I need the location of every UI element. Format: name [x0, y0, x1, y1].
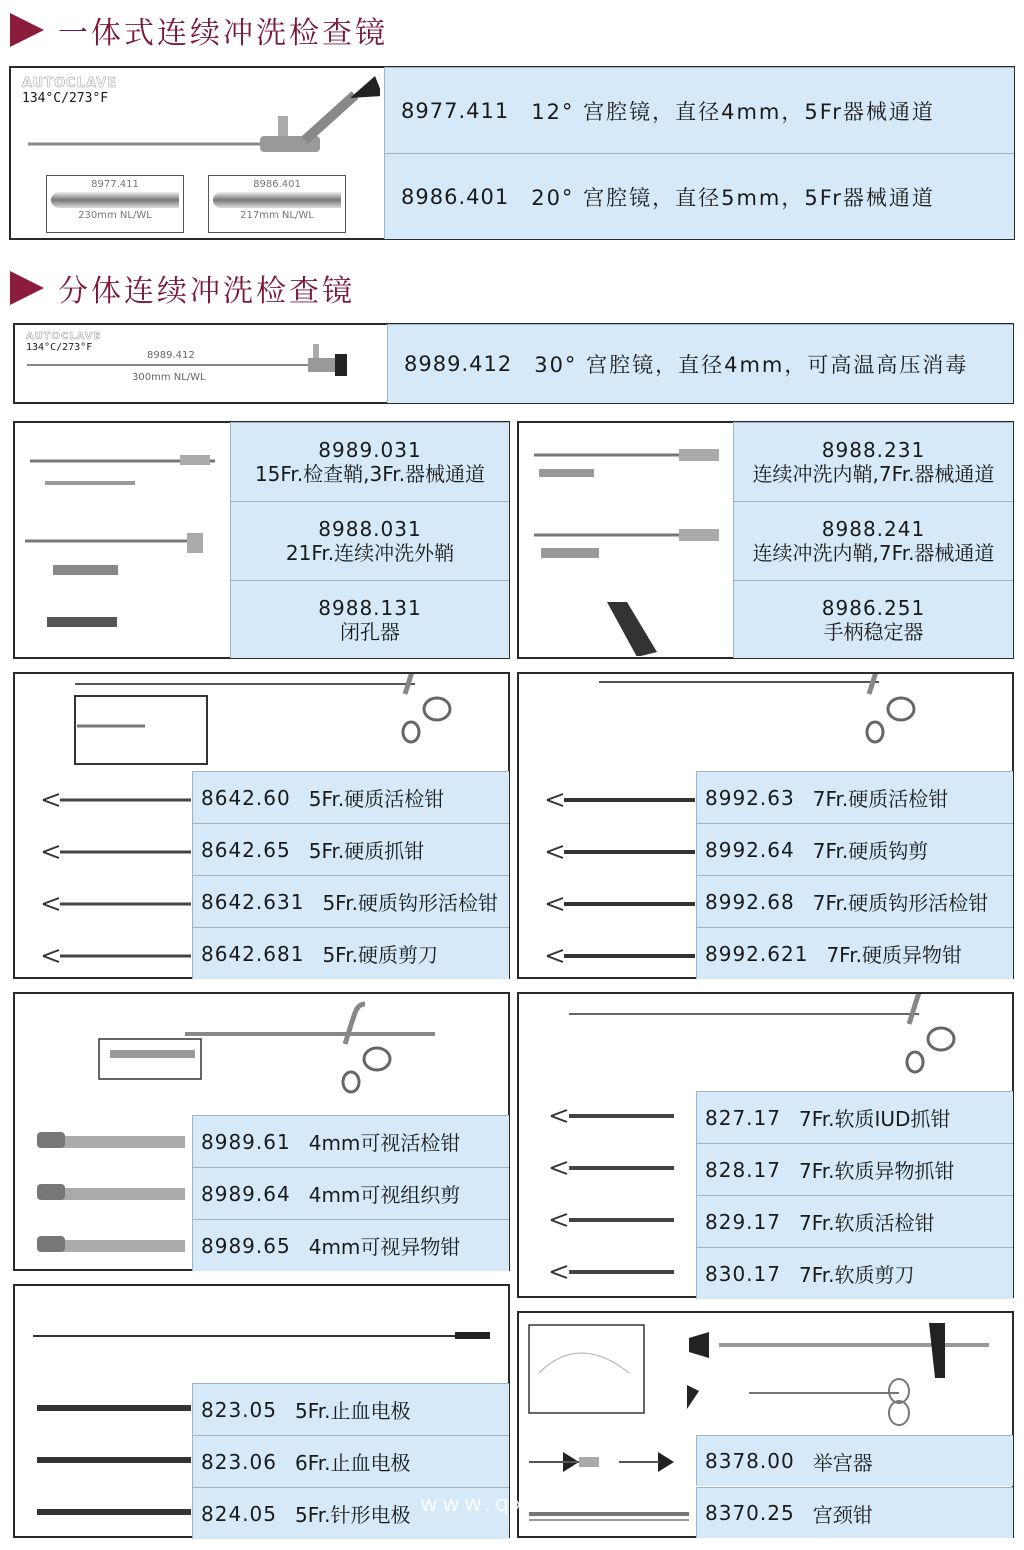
- product-code: 8977.411: [401, 98, 510, 123]
- product-row: [696, 1435, 1013, 1486]
- product-row: [696, 1143, 1013, 1195]
- inset-code: 8977.411: [91, 179, 139, 190]
- product-code: 8642.60: [201, 785, 291, 810]
- product-desc: 5Fr.止血电极: [294, 1399, 411, 1423]
- electrode-tip-image: [15, 1436, 191, 1486]
- instrument-tip-image: [15, 876, 191, 926]
- product-code: 8989.65: [201, 1233, 291, 1258]
- product-code: 8988.231: [821, 438, 926, 462]
- product-row: [733, 580, 1013, 658]
- product-row: [696, 1247, 1013, 1299]
- instrument-tip-image: [519, 772, 695, 822]
- product-row: [192, 771, 509, 823]
- stabilizer-image: [519, 582, 733, 656]
- product-desc: 12° 宫腔镜，直径4mm，5Fr器械通道: [531, 99, 935, 124]
- product-code: 823.06: [201, 1449, 277, 1474]
- inset-length: 217mm NL/WL: [240, 210, 314, 221]
- electrode-tip-image: [15, 1384, 191, 1434]
- product-code: 8989.031: [318, 438, 422, 462]
- product-code: 8642.631: [201, 889, 305, 914]
- product-row: [192, 875, 509, 927]
- autoclave-label: AUTOCLAVE: [22, 76, 118, 91]
- sheath-image: [15, 425, 229, 499]
- product-desc: 7Fr.硬质异物钳: [826, 943, 962, 967]
- instrument-tip-image: [15, 928, 191, 978]
- product-code: 830.17: [705, 1261, 781, 1286]
- product-row: [384, 153, 1014, 239]
- product-desc: 4mm可视活检钳: [308, 1131, 461, 1155]
- temperature-label: 134°C/273°F: [26, 342, 93, 353]
- product-code: 8992.64: [705, 837, 795, 862]
- product-row: [230, 501, 509, 580]
- product-desc: 7Fr.硬质钩形活检钳: [812, 891, 989, 915]
- product-code: 8642.65: [201, 837, 291, 862]
- product-code: 8989.412: [404, 352, 513, 376]
- product-row: [696, 823, 1013, 875]
- autoclave-label: AUTOCLAVE: [26, 331, 102, 342]
- electrode-tip-image: [15, 1488, 191, 1538]
- product-code: 8989.61: [201, 1129, 291, 1154]
- product-desc: 21Fr.连续冲洗外鞘: [285, 541, 455, 565]
- product-row: [230, 580, 509, 658]
- product-desc: 5Fr.针形电极: [294, 1503, 411, 1527]
- temperature-label: 134°C/273°F: [22, 91, 109, 106]
- inset-code: 8986.401: [253, 179, 301, 190]
- product-code: 8988.131: [318, 595, 422, 620]
- product-row: [696, 875, 1013, 927]
- product-code: 824.05: [201, 1501, 277, 1526]
- product-desc: 连续冲洗内鞘,7Fr.器械通道: [752, 462, 995, 486]
- flex-tip-image: [519, 1092, 695, 1142]
- uterine-manipulator-image: [519, 1313, 1012, 1433]
- scope-image: [25, 340, 355, 380]
- product-desc: 4mm可视异物钳: [308, 1235, 461, 1259]
- scope-image: [20, 70, 380, 170]
- sheath-image: [519, 505, 733, 579]
- section-title-text: 一体式连续冲洗检查镜: [58, 16, 388, 51]
- product-desc: 5Fr.硬质剪刀: [322, 943, 438, 967]
- triangle-bullet-icon: [10, 271, 44, 305]
- manipulator-tip-image: [519, 1436, 695, 1486]
- product-desc: 宫颈钳: [812, 1502, 873, 1527]
- inset-code: 8989.412: [147, 350, 195, 361]
- instrument-tip-image: [15, 772, 191, 822]
- tip-image: [51, 192, 179, 208]
- product-row: [192, 1383, 509, 1435]
- product-desc: 30° 宫腔镜，直径4mm，可高温高压消毒: [534, 353, 969, 377]
- flex-forceps-image: [519, 994, 1012, 1088]
- product-desc: 7Fr.软质IUD抓钳: [798, 1107, 951, 1131]
- product-desc: 15Fr.检查鞘,3Fr.器械通道: [254, 462, 486, 486]
- product-code: 8642.681: [201, 941, 305, 966]
- section-title-text: 分体连续冲洗检查镜: [58, 274, 355, 309]
- product-row: [230, 422, 509, 501]
- product-code: 8992.68: [705, 889, 795, 914]
- section-title-integrated: [10, 10, 388, 50]
- tip-image: [213, 192, 341, 208]
- product-row: [192, 1115, 509, 1167]
- product-code: 8988.031: [318, 517, 422, 541]
- product-desc: 闭孔器: [340, 619, 400, 644]
- forceps-image: [15, 674, 508, 768]
- optic-forceps-image: [15, 994, 508, 1112]
- product-desc: 7Fr.硬质钩剪: [812, 839, 929, 863]
- product-row: [387, 324, 1013, 403]
- product-row: [696, 1487, 1013, 1538]
- product-row: [192, 1435, 509, 1487]
- inset-length: 300mm NL/WL: [132, 372, 206, 383]
- product-desc: 7Fr.软质异物抓钳: [798, 1159, 955, 1183]
- optic-tip-image: [15, 1168, 191, 1218]
- product-code: 8986.401: [401, 184, 510, 209]
- sheath-image: [519, 425, 733, 499]
- product-code: 823.05: [201, 1397, 277, 1422]
- triangle-bullet-icon: [10, 13, 44, 47]
- product-code: 829.17: [705, 1209, 781, 1234]
- product-code: 8370.25: [705, 1501, 795, 1525]
- flex-tip-image: [519, 1248, 695, 1298]
- product-code: 8989.64: [201, 1181, 291, 1206]
- product-desc: 连续冲洗内鞘,7Fr.器械通道: [752, 541, 995, 565]
- product-row: [696, 1195, 1013, 1247]
- optic-tip-image: [15, 1220, 191, 1270]
- product-code: 828.17: [705, 1157, 781, 1182]
- product-desc: 手柄稳定器: [823, 619, 924, 644]
- sheath-image: [15, 505, 229, 655]
- flex-tip-image: [519, 1144, 695, 1194]
- inset-length: 230mm NL/WL: [78, 210, 152, 221]
- product-row: [192, 823, 509, 875]
- instrument-tip-image: [15, 824, 191, 874]
- product-row: [696, 1091, 1013, 1143]
- electrode-image: [15, 1286, 508, 1380]
- product-desc: 7Fr.硬质活检钳: [812, 787, 949, 811]
- product-code: 827.17: [705, 1105, 781, 1130]
- product-desc: 5Fr.硬质抓钳: [308, 839, 425, 863]
- product-code: 8988.241: [821, 517, 926, 541]
- product-code: 8992.621: [705, 941, 809, 966]
- product-desc: 4mm可视组织剪: [308, 1183, 461, 1207]
- product-desc: 6Fr.止血电极: [294, 1451, 411, 1475]
- product-desc: 5Fr.硬质钩形活检钳: [322, 891, 498, 915]
- product-row: [696, 771, 1013, 823]
- instrument-tip-image: [519, 928, 695, 978]
- product-code: 8992.63: [705, 785, 795, 810]
- tip-inset: [208, 175, 346, 233]
- flex-tip-image: [519, 1196, 695, 1246]
- optic-tip-image: [15, 1116, 191, 1166]
- product-row: [733, 501, 1013, 580]
- watermark: www.qxw .com: [420, 1492, 633, 1517]
- instrument-tip-image: [519, 824, 695, 874]
- product-desc: 7Fr.软质活检钳: [798, 1211, 935, 1235]
- section-title-separate: [10, 268, 355, 308]
- product-code: 8986.251: [821, 595, 926, 620]
- product-row: [384, 67, 1014, 153]
- product-row: [192, 927, 509, 979]
- forceps-image: [519, 674, 1012, 768]
- product-row: [733, 422, 1013, 501]
- product-desc: 7Fr.软质剪刀: [798, 1263, 915, 1287]
- instrument-tip-image: [519, 876, 695, 926]
- product-row: [192, 1167, 509, 1219]
- product-desc: 20° 宫腔镜，直径5mm，5Fr器械通道: [531, 185, 935, 210]
- product-row: [192, 1219, 509, 1271]
- product-code: 8378.00: [705, 1449, 795, 1473]
- product-row: [696, 927, 1013, 979]
- tip-inset: [46, 175, 184, 233]
- product-desc: 举宫器: [812, 1450, 873, 1475]
- product-desc: 5Fr.硬质活检钳: [308, 787, 445, 811]
